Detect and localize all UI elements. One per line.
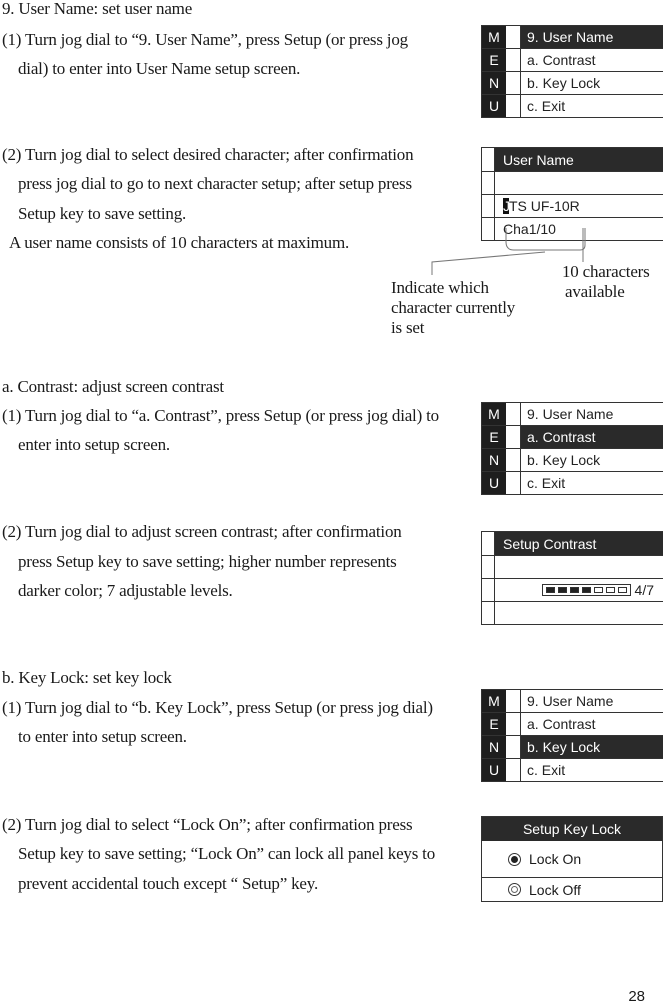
menu-letter: U (482, 759, 506, 781)
menu-item-key-lock[interactable]: b. Key Lock (521, 736, 663, 758)
key-lock-step1-line1: (1) Turn jog dial to “b. Key Lock”, press Setup (or press jog dial) (2, 698, 433, 717)
menu-letter: U (482, 472, 506, 494)
lock-off-label: Lock Off (529, 881, 581, 898)
menu-item-exit[interactable]: c. Exit (527, 475, 566, 491)
lock-on-option[interactable] (482, 841, 662, 877)
contrast-segment (558, 587, 567, 593)
menu-letter: E (482, 713, 506, 735)
menu-letter: M (482, 690, 506, 712)
contrast-segment (594, 587, 603, 593)
menu-item-user-name[interactable]: 9. User Name (527, 406, 614, 422)
user-name-value[interactable]: J TS UF-10R (503, 198, 580, 214)
contrast-segment (606, 587, 615, 593)
menu-item-contrast[interactable]: a. Contrast (527, 716, 596, 732)
key-lock-step2-line2: Setup key to save setting; “Lock On” can lock all panel keys to (18, 844, 435, 863)
user-name-heading: 9. User Name: set user name (2, 0, 193, 18)
annotation-current-char: Indicate which character currently is set (391, 278, 516, 337)
page-number: 28 (628, 988, 645, 1005)
menu-letter: M (482, 403, 506, 425)
menu-item-user-name[interactable]: 9. User Name (527, 693, 614, 709)
key-lock-screen-title: Setup Key Lock (482, 817, 662, 841)
contrast-step2-line1: (2) Turn jog dial to adjust screen contrast; after confirmation (2, 522, 402, 541)
contrast-step2-line3: darker color; 7 adjustable levels. (18, 581, 233, 600)
contrast-step1-line2: enter into setup screen. (18, 435, 170, 454)
contrast-segment (582, 587, 591, 593)
menu-item-user-name[interactable]: 9. User Name (521, 26, 663, 48)
user-name-step2-line2: press jog dial to go to next character setup; after setup press (18, 174, 412, 193)
contrast-segment (546, 587, 555, 593)
menu-item-exit[interactable]: c. Exit (527, 98, 566, 114)
menu-letter: N (482, 736, 506, 758)
user-name-step2-line4: A user name consists of 10 characters at maximum. (9, 233, 350, 252)
menu-letter: N (482, 72, 506, 94)
menu-letter: M (482, 26, 506, 48)
contrast-step1-line1: (1) Turn jog dial to “a. Contrast”, press Setup (or press jog dial) to (2, 406, 439, 425)
key-lock-step2-line3: prevent accidental touch except “ Setup” key. (18, 874, 319, 893)
key-lock-step2-line1: (2) Turn jog dial to select “Lock On”; after confirmation press (2, 815, 413, 834)
menu-screen-2 (481, 402, 663, 495)
key-lock-screen (481, 816, 663, 902)
contrast-step2-line2: press Setup key to save setting; higher number represents (18, 552, 397, 571)
menu-letter: E (482, 426, 506, 448)
user-name-step1-line2: dial) to enter into User Name setup screen. (18, 59, 301, 78)
char-position: Cha 1/10 (503, 221, 556, 237)
contrast-screen (481, 531, 663, 625)
menu-letter: E (482, 49, 506, 71)
menu-item-exit[interactable]: c. Exit (527, 762, 566, 778)
lock-on-label: Lock On (529, 851, 582, 867)
menu-item-contrast[interactable]: a. Contrast (521, 426, 663, 448)
contrast-screen-title: Setup Contrast (495, 532, 663, 555)
text-cursor: J (503, 198, 510, 214)
menu-item-key-lock[interactable]: b. Key Lock (527, 452, 601, 468)
radio-selected-icon (508, 853, 521, 866)
contrast-segment (618, 587, 627, 593)
menu-item-contrast[interactable]: a. Contrast (527, 52, 596, 68)
contrast-level-bar[interactable] (542, 584, 631, 596)
contrast-segment (570, 587, 579, 593)
radio-unselected-icon (508, 883, 521, 896)
user-name-step1-line1: (1) Turn jog dial to “9. User Name”, press Setup (or press jog (2, 30, 408, 49)
lock-off-option[interactable] (482, 877, 662, 901)
menu-screen-1 (481, 25, 663, 118)
user-name-screen-title: User Name (495, 148, 663, 171)
menu-letter: U (482, 95, 506, 117)
user-name-step2-line3: Setup key to save setting. (18, 204, 187, 223)
annotation-available: 10 characters available (562, 262, 650, 301)
key-lock-step1-line2: to enter into setup screen. (18, 727, 187, 746)
contrast-heading: a. Contrast: adjust screen contrast (2, 377, 224, 396)
contrast-level-label: 4/7 (634, 582, 654, 598)
user-name-step2-line1: (2) Turn jog dial to select desired character; after confirmation (2, 145, 414, 164)
menu-screen-3 (481, 689, 663, 782)
key-lock-heading: b. Key Lock: set key lock (2, 668, 172, 687)
menu-letter: N (482, 449, 506, 471)
menu-item-key-lock[interactable]: b. Key Lock (527, 75, 601, 91)
